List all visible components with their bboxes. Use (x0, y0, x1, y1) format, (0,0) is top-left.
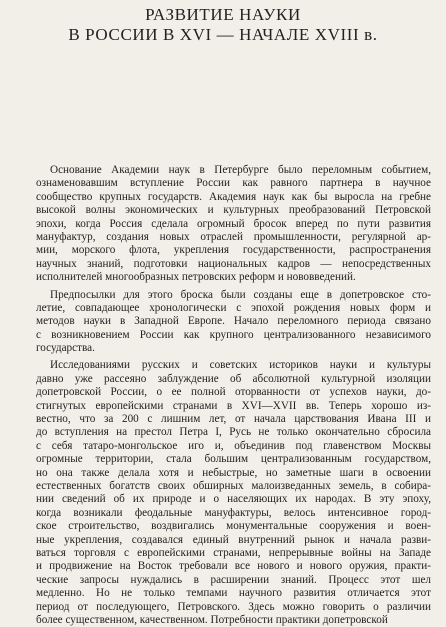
text-line: с возникновением России как крупного централизованного независимого (36, 328, 431, 341)
text-line: естественных богатств своих обширных малоизведанных земель, в собира- (36, 479, 431, 492)
paragraph (36, 164, 431, 285)
text-line: Основание Академии наук в Петербурге было переломным событием, (50, 164, 431, 176)
text-line: мии, морского флота, укрепления государственности, распространения (36, 244, 431, 257)
chapter-title-line-1: РАЗВИТИЕ НАУКИ (145, 5, 301, 24)
text-line: эпохи, когда Россия сделала огромный бросок вперед по пути развития (36, 217, 431, 230)
text-line: ознаменовавшим вступление России как равного партнера в научное (36, 177, 431, 190)
text-line: до вступления на престол Петра I, Русь не только окончательно сбросила (36, 426, 431, 439)
text-line: но она также делала хотя и небыстрые, но заметные шаги в освоении (36, 466, 431, 479)
text-line: более существенном, качественном. Потребности практики допетровской (36, 613, 388, 626)
text-line: с себя татаро-монгольское иго и, объединив под главенством Москвы (36, 439, 431, 452)
body-text (36, 164, 431, 627)
paragraph (36, 289, 431, 356)
text-line: период от последующего, Петровского. Здесь можно говорить о различии (36, 600, 431, 613)
chapter-title-line-2: В РОССИИ В XVI — НАЧАЛЕ XVIII в. (68, 25, 378, 44)
text-line: сообщество крупных государств. Академия наук как бы выросла на гребне (36, 190, 431, 203)
text-line: медленно. Но не только темпами научного развития отличается этот (36, 587, 431, 600)
text-line: давно уже рассеяно заблуждение об абсолютной культурной изоляции (36, 372, 431, 385)
text-line: ные укрепления, создавался единый внутренний рынок и начала разви- (36, 533, 431, 546)
text-line: и продвижение на Восток требовали все нового и нового оружия, практи- (36, 560, 431, 573)
text-line: исполнителей многообразных петровских реформ и нововведений. (36, 271, 356, 284)
text-line: допетровской России, о ее полной оторванности от успехов науки, до- (36, 386, 431, 399)
text-line: Исследованиями русских и советских историков науки и культуры (50, 359, 431, 372)
text-line: ское строительство, воздвигались монументальные сооружения и воен- (36, 520, 431, 533)
text-line: вестно, что за 200 с лишним лет, от начала царствования Ивана III и (36, 413, 431, 426)
text-line: государства. (36, 342, 95, 355)
text-line: нии сведений об их природе и о населяющих их народах. В эту эпоху, (36, 493, 431, 506)
text-line: Предпосылки для этого броска были созданы еще в допетровское сто- (50, 288, 431, 301)
text-line: высокой волны экономических и культурных преобразований Петровской (36, 204, 431, 217)
text-line: ваться торговля с европейскими странами, непрерывные войны на Западе (36, 546, 431, 559)
text-line: когда возникали феодальные мануфактуры, велось интенсивное город- (36, 506, 431, 519)
text-line: научных знаний, подготовки национальных кадров — непосредственных (36, 257, 431, 270)
text-line: летие, совпадающее хронологически с эпохой рождения новых форм и (36, 301, 431, 314)
text-line: методов науки в Западной Европе. Начало переломного периода связано (36, 315, 431, 328)
text-line: ческие запросы нуждались в расширении знаний. Процесс этот шел (36, 573, 431, 586)
chapter-title (0, 5, 446, 45)
text-line: огромные территории, стала большим централизованным государством, (36, 453, 431, 466)
text-line: стигнутых европейскими странами в XVI—XVII вв. Теперь хорошо из- (36, 399, 431, 412)
paragraph (36, 359, 431, 627)
text-line: мануфактур, создания новых отраслей промышленности, регулярной ар- (36, 230, 431, 243)
